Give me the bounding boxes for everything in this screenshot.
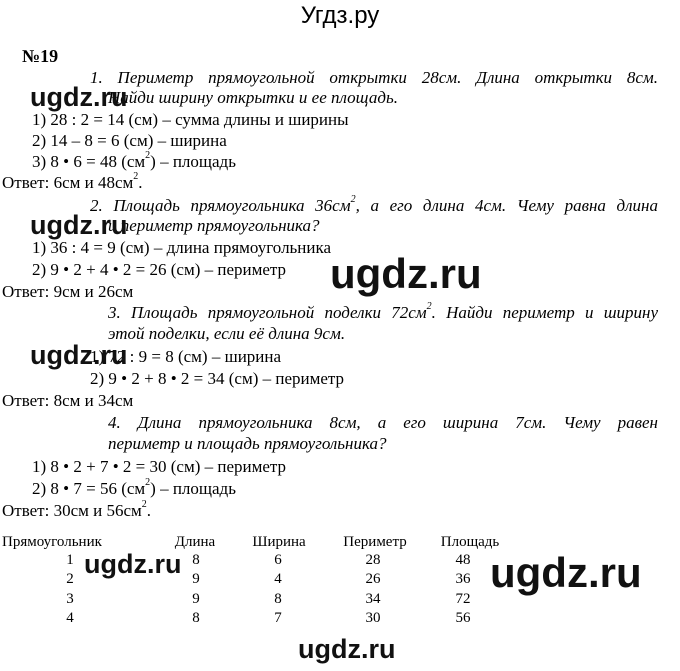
watermark-logo: ugdz.ru — [30, 340, 128, 370]
problem-4-answer: Ответ: 30см и $56см^2$. — [2, 499, 152, 520]
problem-2-text-line-2: и периметр прямоугольника? — [108, 216, 320, 235]
problem-4-step-1: 1) 8 • 2 + 7 • 2 = 30 (см) – периметр — [32, 457, 287, 476]
problem-2-step-2: 2) 9 • 2 + 4 • 2 = 26 (см) – периметр — [32, 260, 287, 279]
table-cell: 2 — [66, 571, 74, 587]
table-cell: 36 — [455, 571, 471, 587]
table-cell: 8 — [192, 552, 200, 568]
problem-4-text-line-1: 4. Длина прямоугольника 8см, а его ширина 7см. Чему равен — [108, 413, 658, 432]
problem-4-text-line-2: периметр и площадь прямоугольника? — [108, 434, 387, 453]
table-cell: 72 — [455, 591, 471, 607]
problem-1-step-2: 2) 14 – 8 = 6 (см) – ширина — [32, 131, 227, 150]
table-cell: 48 — [455, 552, 471, 568]
problem-1-answer: Ответ: 6см и $48см^2$. — [2, 171, 143, 192]
watermark-logo: ugdz.ru — [30, 210, 128, 240]
problem-3-step-2: 2) 9 • 2 + 8 • 2 = 34 (см) – периметр — [90, 369, 345, 388]
table-cell: 30 — [365, 610, 381, 626]
problem-2-answer: Ответ: 9см и 26см — [2, 282, 134, 301]
table-cell: 8 — [192, 610, 200, 626]
table-cell: 4 — [66, 610, 74, 626]
problem-2-text-line-1: 2. Площадь прямоугольника $36см^2$, а его длина 4см. Чему равна длина — [90, 194, 658, 215]
table-header-width: Ширина — [252, 534, 306, 550]
problem-1-step-1: 1) 28 : 2 = 14 (см) – сумма длины и ширины — [32, 110, 349, 129]
problem-3-step-1: 1) 72 : 9 = 8 (см) – ширина — [90, 347, 282, 366]
problem-1-text-line-1: 1. Периметр прямоугольной открытки 28см. Длина открытки 8см. — [90, 68, 658, 87]
table-cell: 56 — [455, 610, 471, 626]
problem-3-answer: Ответ: 8см и 34см — [2, 391, 134, 410]
table-header-rectangle: Прямоугольник — [2, 534, 102, 550]
problem-3-text-line-2: этой поделки, если её длина 9см. — [108, 324, 346, 343]
table-cell: 4 — [274, 571, 282, 587]
watermark-logo: ugdz.ru — [330, 250, 482, 297]
table-header-area: Площадь — [440, 534, 500, 550]
table-cell: 6 — [274, 552, 282, 568]
table-cell: 3 — [66, 591, 74, 607]
table-cell: 28 — [365, 552, 381, 568]
table-header-length: Длина — [174, 534, 216, 550]
table-cell: 9 — [192, 591, 200, 607]
problem-1-step-3: 3) 8 • 6 = 48 $(см^2)$ – площадь — [32, 150, 236, 171]
problem-2-step-1: 1) 36 : 4 = 9 (см) – длина прямоугольника — [32, 238, 332, 257]
watermark-logo: ugdz.ru — [490, 549, 642, 596]
table-cell: 8 — [274, 591, 282, 607]
table-cell: 1 — [66, 552, 74, 568]
problem-3-text-line-1: 3. Площадь прямоугольной поделки $72см^2$. Найди периметр и ширину — [108, 301, 659, 322]
table-cell: 7 — [274, 610, 282, 626]
table-header-perimeter: Периметр — [343, 534, 407, 550]
problem-1-text-line-2: Найди ширину открытки и ее площадь. — [108, 88, 398, 107]
watermark-logo: ugdz.ru — [298, 634, 396, 664]
watermark-logo: ugdz.ru — [30, 82, 128, 112]
task-number: №19 — [22, 46, 59, 66]
site-title: Угдз.ру — [300, 2, 380, 29]
table-cell: 9 — [192, 571, 200, 587]
problem-4-step-2: 2) 8 • 7 = 56 $(см^2)$ – площадь — [32, 477, 236, 498]
table-cell: 26 — [365, 571, 381, 587]
table-cell: 34 — [365, 591, 381, 607]
watermark-logo: ugdz.ru — [84, 549, 182, 579]
